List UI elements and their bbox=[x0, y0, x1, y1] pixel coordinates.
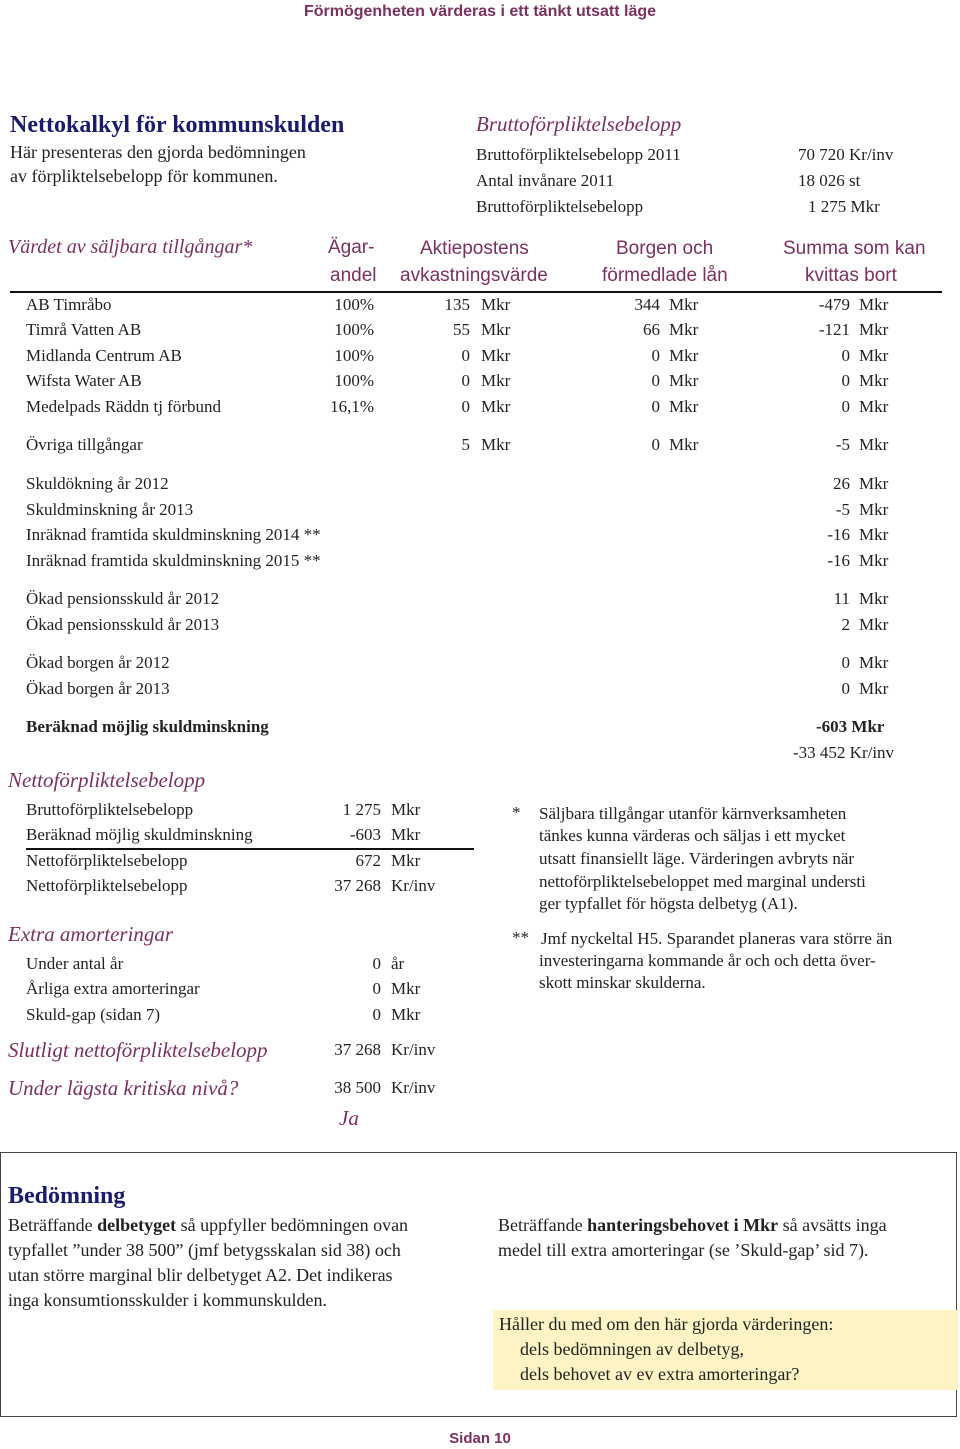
adjustment-value: -16 bbox=[827, 525, 850, 544]
netto-label-3: Nettoförpliktelsebelopp bbox=[26, 851, 188, 870]
netto-unit-1: Mkr bbox=[391, 800, 421, 819]
extra-label-3: Skuld-gap (sidan 7) bbox=[26, 1005, 161, 1024]
assets-title: Värdet av säljbara tillgångar* bbox=[8, 236, 253, 258]
asset-summa-unit: Mkr bbox=[859, 371, 889, 390]
asset-aktie-unit: Mkr bbox=[481, 346, 511, 365]
critical-label: Under lägsta kritiska nivå? bbox=[8, 1076, 239, 1100]
asset-share: 100% bbox=[334, 346, 374, 365]
asset-summa: 0 bbox=[841, 397, 850, 416]
note-1-line: tänkes kunna värderas och säljas i ett mycket bbox=[539, 826, 846, 845]
asset-name: Medelpads Räddn tj förbund bbox=[26, 397, 221, 416]
adjustment-value: 2 bbox=[841, 615, 850, 634]
other-assets-borgen-unit: Mkr bbox=[669, 435, 699, 454]
asset-borgen: 0 bbox=[651, 371, 660, 390]
netto-value-3: 672 bbox=[355, 851, 381, 870]
asset-aktie: 0 bbox=[461, 397, 470, 416]
asset-aktie-unit: Mkr bbox=[481, 371, 511, 390]
adjustment-label: Inräknad framtida skuldminskning 2014 ** bbox=[26, 525, 321, 544]
question-line: dels bedömningen av delbetyg, bbox=[520, 1339, 744, 1359]
assessment-left-line: utan större marginal blir delbetyget A2. Det indikeras bbox=[8, 1265, 393, 1285]
final-value: 37 268 bbox=[334, 1040, 381, 1059]
brutto-value-3: 1 275 Mkr bbox=[808, 197, 880, 216]
netto-divider bbox=[26, 848, 474, 850]
asset-borgen-unit: Mkr bbox=[669, 295, 699, 314]
intro-line-2: av förpliktelsebelopp för kommunen. bbox=[10, 166, 278, 186]
note-1-line: utsatt finansiellt läge. Värderingen avbryts när bbox=[539, 849, 855, 868]
netto-unit-2: Mkr bbox=[391, 825, 421, 844]
intro-title: Nettokalkyl för kommunskulden bbox=[10, 112, 345, 138]
borgen-header-2: förmedlade lån bbox=[602, 265, 728, 286]
other-assets-borgen: 0 bbox=[651, 435, 660, 454]
adjustment-value: 0 bbox=[841, 679, 850, 698]
extra-label-1: Under antal år bbox=[26, 954, 124, 973]
adjustment-unit: Mkr bbox=[859, 615, 889, 634]
asset-name: Wifsta Water AB bbox=[26, 371, 142, 390]
netto-unit-4: Kr/inv bbox=[391, 876, 436, 895]
extra-label-2: Årliga extra amorteringar bbox=[26, 979, 200, 998]
aktie-header-2: avkastningsvärde bbox=[400, 265, 548, 286]
brutto-label-1: Bruttoförpliktelsebelopp 2011 bbox=[476, 145, 681, 164]
adjustment-unit: Mkr bbox=[859, 589, 889, 608]
brutto-title: Bruttoförpliktelsebelopp bbox=[476, 112, 682, 136]
asset-summa-unit: Mkr bbox=[859, 295, 889, 314]
adjustment-label: Ökad borgen år 2012 bbox=[26, 653, 170, 672]
note-2-mark: ** bbox=[512, 928, 529, 947]
brutto-value-1: 70 720 Kr/inv bbox=[798, 145, 894, 164]
asset-aktie: 55 bbox=[453, 320, 470, 339]
asset-share: 100% bbox=[334, 295, 374, 314]
asset-summa-unit: Mkr bbox=[859, 346, 889, 365]
assessment-right-line: Beträffande hanteringsbehovet i Mkr så avsätts inga bbox=[498, 1215, 887, 1235]
adjustment-value: 26 bbox=[833, 474, 850, 493]
asset-borgen-unit: Mkr bbox=[669, 320, 699, 339]
aktie-header-1: Aktiepostens bbox=[420, 238, 529, 259]
note-2-line: skott minskar skulderna. bbox=[539, 973, 706, 992]
extra-value-3: 0 bbox=[372, 1005, 381, 1024]
adjustment-unit: Mkr bbox=[859, 525, 889, 544]
intro-line-1: Här presenteras den gjorda bedömningen bbox=[10, 142, 306, 162]
assessment-title: Bedömning bbox=[8, 1183, 126, 1209]
note-1-line: Säljbara tillgångar utanför kärnverksamheten bbox=[539, 804, 847, 823]
assessment-left-line: typfallet ”under 38 500” (jmf betygsskalan sid 38) och bbox=[8, 1240, 401, 1260]
asset-borgen-unit: Mkr bbox=[669, 371, 699, 390]
adjustment-unit: Mkr bbox=[859, 679, 889, 698]
asset-aktie-unit: Mkr bbox=[481, 295, 511, 314]
netto-label-2: Beräknad möjlig skuldminskning bbox=[26, 825, 253, 844]
summa-header-2: kvittas bort bbox=[805, 265, 897, 286]
asset-summa: 0 bbox=[841, 346, 850, 365]
adjustment-unit: Mkr bbox=[859, 653, 889, 672]
asset-borgen: 0 bbox=[651, 346, 660, 365]
adjustment-value: -16 bbox=[827, 551, 850, 570]
asset-summa: -121 bbox=[818, 320, 850, 339]
note-1-mark: * bbox=[512, 803, 521, 822]
adjustment-label: Ökad pensionsskuld år 2012 bbox=[26, 589, 220, 608]
asset-borgen: 0 bbox=[651, 397, 660, 416]
asset-borgen: 66 bbox=[643, 320, 660, 339]
netto-label-4: Nettoförpliktelsebelopp bbox=[26, 876, 188, 895]
other-assets-aktie-unit: Mkr bbox=[481, 435, 511, 454]
header-divider bbox=[10, 291, 942, 293]
asset-name: Timrå Vatten AB bbox=[26, 320, 142, 339]
critical-unit: Kr/inv bbox=[391, 1078, 436, 1097]
extra-unit-3: Mkr bbox=[391, 1005, 421, 1024]
adjustment-label: Skuldökning år 2012 bbox=[26, 474, 169, 493]
assessment-right-line: medel till extra amorteringar (se ’Skuld-gap’ sid 7). bbox=[498, 1240, 869, 1260]
netto-value-2: -603 bbox=[349, 825, 381, 844]
extra-title: Extra amorteringar bbox=[8, 922, 174, 946]
asset-aktie: 0 bbox=[461, 346, 470, 365]
assessment-left-line: Beträffande delbetyget så uppfyller bedömningen ovan bbox=[8, 1215, 409, 1235]
assessment-left-line: inga konsumtionsskulder i kommunskulden. bbox=[8, 1290, 327, 1310]
asset-summa-unit: Mkr bbox=[859, 320, 889, 339]
asset-summa: 0 bbox=[841, 371, 850, 390]
adjustment-label: Skuldminskning år 2013 bbox=[26, 500, 194, 519]
adjustment-label: Ökad borgen år 2013 bbox=[26, 679, 170, 698]
adjustment-value: -5 bbox=[835, 500, 850, 519]
brutto-label-3: Bruttoförpliktelsebelopp bbox=[476, 197, 644, 216]
asset-summa-unit: Mkr bbox=[859, 397, 889, 416]
adjustment-value: 0 bbox=[841, 653, 850, 672]
owner-header-1: Ägar- bbox=[328, 237, 375, 258]
other-assets-aktie: 5 bbox=[461, 435, 470, 454]
asset-share: 100% bbox=[334, 320, 374, 339]
netto-unit-3: Mkr bbox=[391, 851, 421, 870]
adjustment-label: Ökad pensionsskuld år 2013 bbox=[26, 615, 220, 634]
asset-share: 100% bbox=[334, 371, 374, 390]
asset-borgen-unit: Mkr bbox=[669, 397, 699, 416]
adjustment-label: Inräknad framtida skuldminskning 2015 ** bbox=[26, 551, 321, 570]
asset-aktie: 0 bbox=[461, 371, 470, 390]
assessment-box bbox=[0, 1152, 957, 1417]
extra-unit-2: Mkr bbox=[391, 979, 421, 998]
critical-answer: Ja bbox=[339, 1106, 359, 1130]
asset-borgen-unit: Mkr bbox=[669, 346, 699, 365]
borgen-header-1: Borgen och bbox=[616, 238, 714, 259]
question-box bbox=[493, 1310, 958, 1390]
note-2-line: investeringarna kommande år och och detta över- bbox=[539, 951, 876, 970]
asset-borgen: 344 bbox=[634, 295, 660, 314]
asset-share: 16,1% bbox=[330, 397, 374, 416]
total-per-inv: -33 452 Kr/inv bbox=[793, 743, 895, 762]
summa-header-1: Summa som kan bbox=[783, 238, 926, 259]
asset-aktie-unit: Mkr bbox=[481, 320, 511, 339]
other-assets-summa-unit: Mkr bbox=[859, 435, 889, 454]
netto-value-1: 1 275 bbox=[342, 800, 381, 819]
netto-label-1: Bruttoförpliktelsebelopp bbox=[26, 800, 194, 819]
other-assets-name: Övriga tillgångar bbox=[26, 435, 143, 454]
note-1-line: ger typfallet för högsta delbetyg (A1). bbox=[539, 894, 798, 913]
adjustment-unit: Mkr bbox=[859, 551, 889, 570]
page-number: Sidan 10 bbox=[449, 1430, 511, 1447]
question-line: Håller du med om den här gjorda värderingen: bbox=[499, 1314, 834, 1334]
netto-value-4: 37 268 bbox=[334, 876, 381, 895]
brutto-label-2: Antal invånare 2011 bbox=[476, 171, 615, 190]
total-value: -603 Mkr bbox=[816, 717, 885, 736]
extra-value-1: 0 bbox=[372, 954, 381, 973]
page-header: Förmögenheten värderas i ett tänkt utsatt läge bbox=[303, 3, 657, 20]
final-unit: Kr/inv bbox=[391, 1040, 436, 1059]
asset-aktie: 135 bbox=[444, 295, 470, 314]
note-1-line: nettoförpliktelsebeloppet med marginal understi bbox=[539, 872, 866, 891]
critical-value: 38 500 bbox=[334, 1078, 381, 1097]
brutto-value-2: 18 026 st bbox=[798, 171, 861, 190]
extra-value-2: 0 bbox=[372, 979, 381, 998]
adjustment-unit: Mkr bbox=[859, 474, 889, 493]
adjustment-unit: Mkr bbox=[859, 500, 889, 519]
owner-header-2: andel bbox=[330, 265, 377, 286]
asset-name: Midlanda Centrum AB bbox=[26, 346, 182, 365]
asset-summa: -479 bbox=[818, 295, 850, 314]
extra-unit-1: år bbox=[391, 954, 405, 973]
netto-title: Nettoförpliktelsebelopp bbox=[8, 768, 206, 792]
other-assets-summa: -5 bbox=[835, 435, 850, 454]
asset-aktie-unit: Mkr bbox=[481, 397, 511, 416]
final-label: Slutligt nettoförpliktelsebelopp bbox=[8, 1038, 268, 1062]
total-label: Beräknad möjlig skuldminskning bbox=[26, 717, 269, 736]
note-2-line: Jmf nyckeltal H5. Sparandet planeras vara större än bbox=[541, 929, 893, 948]
adjustment-value: 11 bbox=[833, 589, 850, 608]
asset-name: AB Timråbo bbox=[26, 295, 112, 314]
question-line: dels behovet av ev extra amorteringar? bbox=[520, 1364, 800, 1384]
